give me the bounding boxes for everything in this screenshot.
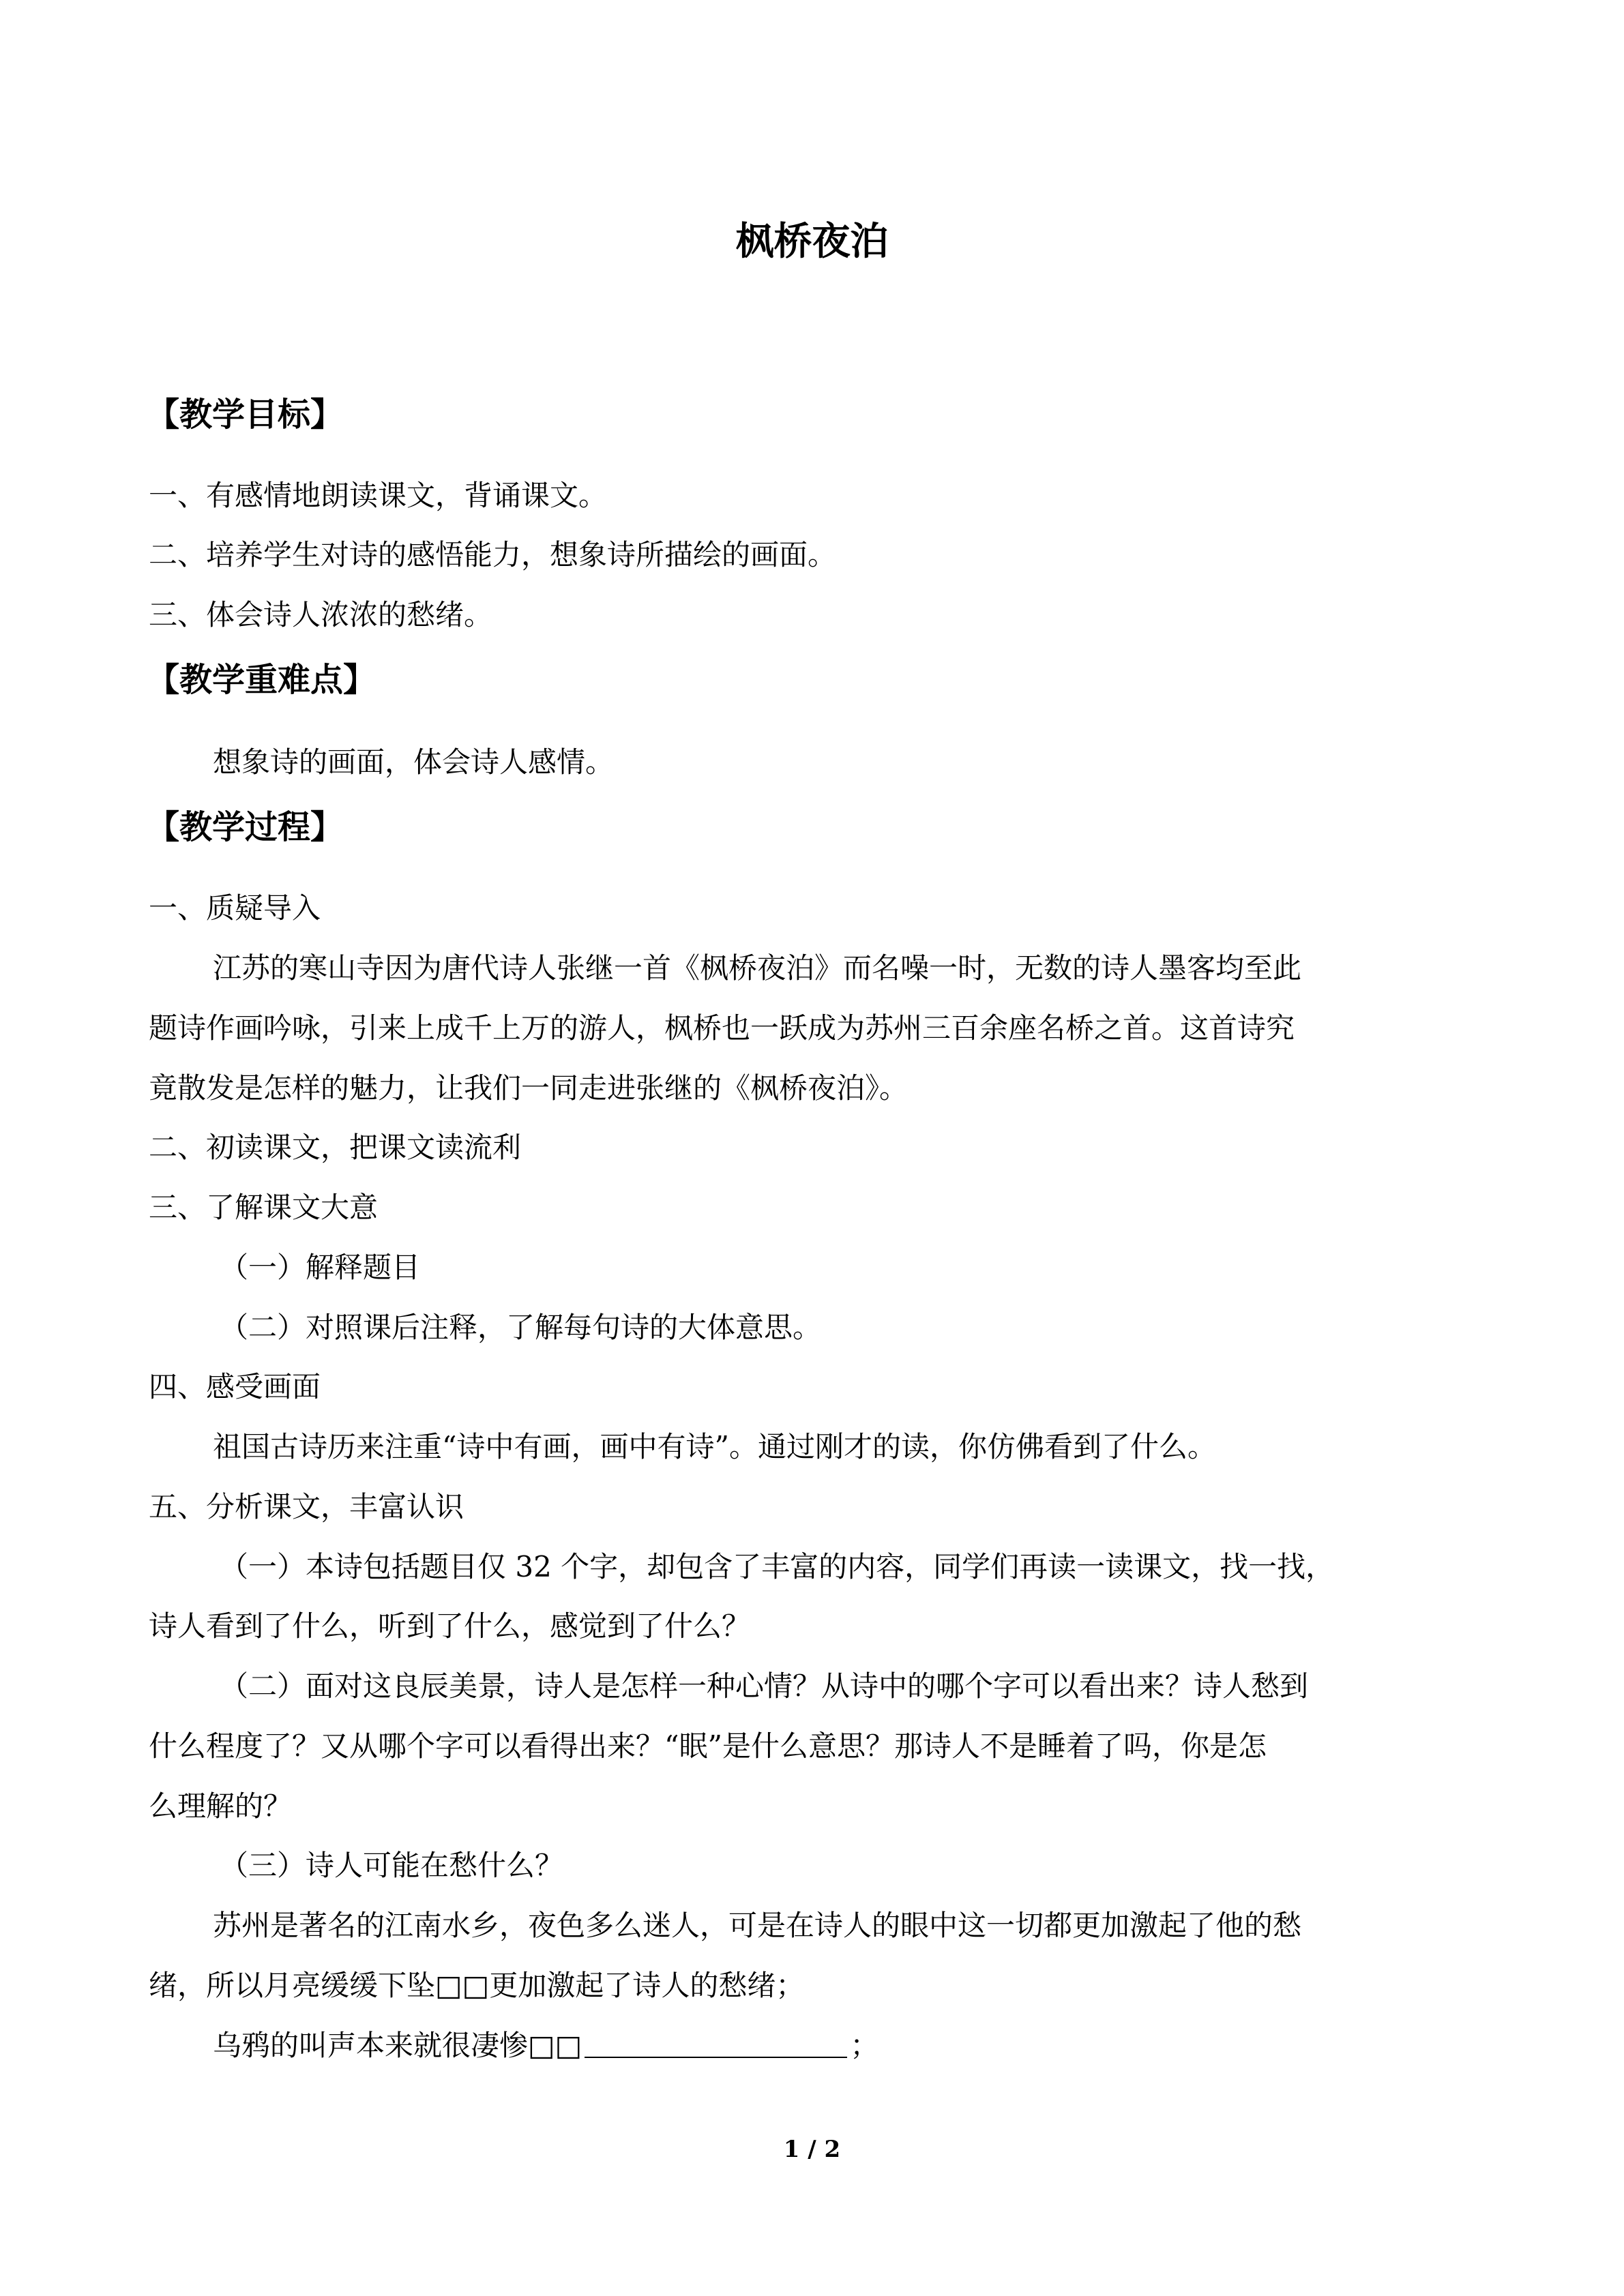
process-line: （二）面对这良辰美景，诗人是怎样一种心情？从诗中的哪个字可以看出来？诗人愁到: [220, 1669, 1309, 1703]
line-prefix: 乌鸦的叫声本来就很凄惨□□: [213, 2029, 582, 2062]
process-line: 诗人看到了什么，听到了什么，感觉到了什么？: [149, 1609, 751, 1643]
process-line: 竟散发是怎样的魅力，让我们一同走进张继的《枫桥夜泊》。: [149, 1071, 909, 1105]
process-line: （一）解释题目: [220, 1251, 421, 1284]
page-number: 1 / 2: [783, 2136, 841, 2163]
process-line: 三、了解课文大意: [149, 1191, 379, 1224]
process-line: 题诗作画吟咏，引来上成千上万的游人，枫桥也一跃成为苏州三百余座名桥之首。这首诗究: [149, 1011, 1295, 1045]
line-suffix: ；: [850, 2029, 879, 2062]
process-line: 二、初读课文，把课文读流利: [149, 1131, 522, 1164]
process-line: 什么程度了？又从哪个字可以看得出来？“眠”是什么意思？那诗人不是睡着了吗，你是怎: [149, 1729, 1267, 1763]
heading-key-points: 【教学重难点】: [147, 661, 377, 699]
process-line: 么理解的？: [149, 1789, 293, 1823]
process-line: 四、感受画面: [149, 1370, 321, 1403]
fill-in-blank: [585, 2029, 847, 2058]
goal-item-1: 一、有感情地朗读课文，背诵课文。: [149, 479, 608, 512]
process-line: 苏州是著名的江南水乡，夜色多么迷人，可是在诗人的眼中这一切都更加激起了他的愁: [213, 1909, 1302, 1942]
process-line: （二）对照课后注释，了解每句诗的大体意思。: [220, 1311, 822, 1344]
process-line: （三）诗人可能在愁什么？: [220, 1849, 564, 1882]
process-line: 五、分析课文，丰富认识: [149, 1490, 464, 1523]
heading-teaching-goals: 【教学目标】: [147, 396, 344, 434]
process-line: 祖国古诗历来注重“诗中有画，画中有诗”。通过刚才的读，你仿佛看到了什么。: [213, 1430, 1216, 1463]
heading-teaching-process: 【教学过程】: [147, 808, 344, 846]
document-title: 枫桥夜泊: [735, 220, 889, 264]
process-line-with-blank: [213, 2025, 1522, 2066]
process-line: 一、质疑导入: [149, 891, 321, 925]
process-line: 江苏的寒山寺因为唐代诗人张继一首《枫桥夜泊》而名噪一时，无数的诗人墨客均至此: [213, 951, 1302, 985]
goal-item-2: 二、培养学生对诗的感悟能力，想象诗所描绘的画面。: [149, 538, 837, 571]
process-line: 绪，所以月亮缓缓下坠□□更加激起了诗人的愁绪；: [149, 1969, 805, 2002]
process-line: （一）本诗包括题目仅 32 个字，却包含了丰富的内容，同学们再读一读课文，找一找，: [220, 1550, 1335, 1583]
key-points-text: 想象诗的画面，体会诗人感情。: [213, 745, 615, 779]
goal-item-3: 三、体会诗人浓浓的愁绪。: [149, 598, 493, 631]
